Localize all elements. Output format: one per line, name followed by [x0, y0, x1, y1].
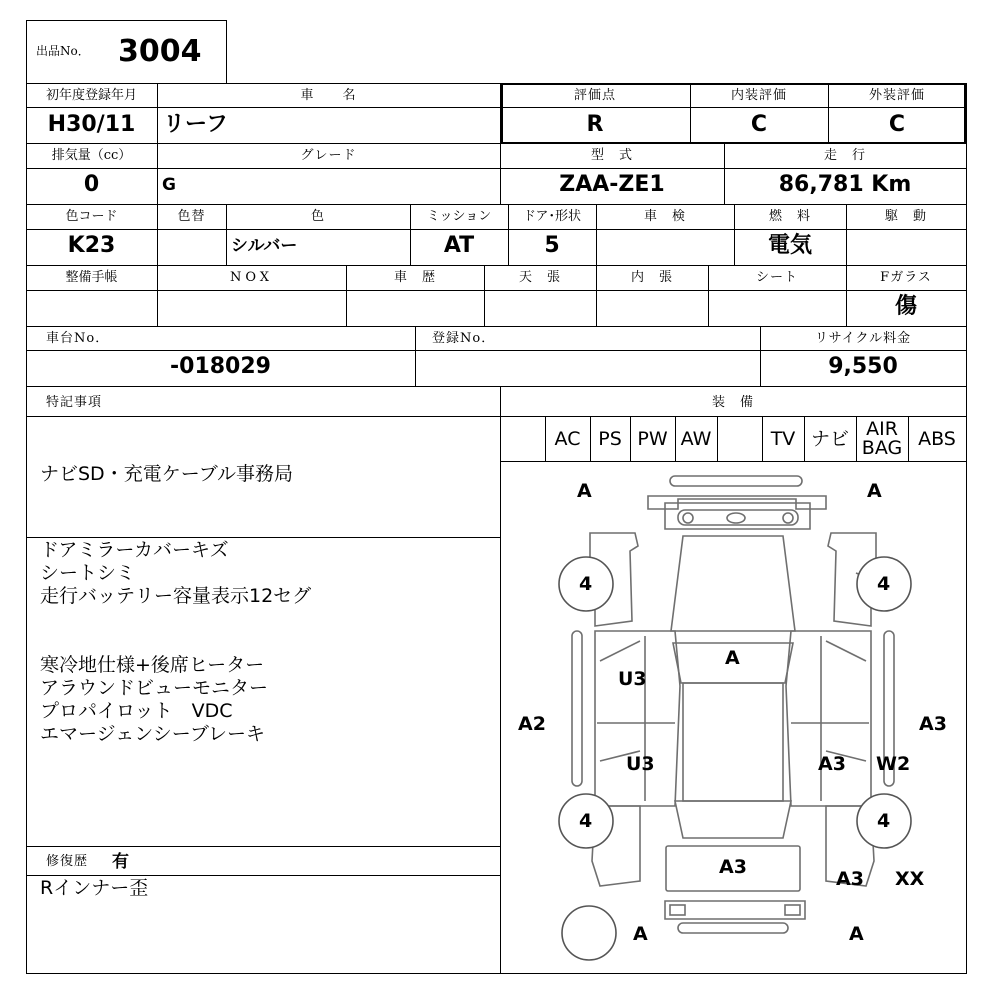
color-code-label: 色コード [65, 209, 118, 224]
equipment-ps: PS [598, 428, 622, 450]
reg-date-value: H30/11 [47, 112, 136, 137]
equipment-pw: PW [637, 428, 668, 450]
damage-door-rear-left: U3 [626, 753, 655, 775]
score-label: 評価点 [573, 88, 616, 103]
interior-grade-value: C [750, 112, 768, 137]
car-diagram [500, 461, 966, 973]
reg-date-label: 初年度登録年月 [45, 88, 137, 103]
damage-front-right: A [867, 480, 882, 502]
damage-front-left: A [577, 480, 592, 502]
color-code-value: K23 [67, 233, 116, 258]
repair-history-value: 有 [112, 852, 129, 872]
equipment-blank-1 [500, 418, 545, 460]
drive-label: 駆 動 [884, 209, 927, 224]
nox-label: NOX [229, 270, 274, 285]
damage-left-side: A2 [518, 713, 546, 735]
lot-number: 3004 [118, 34, 202, 69]
mileage-value: 86,781 Km [778, 172, 912, 197]
damage-rear-xx: XX [895, 868, 925, 890]
damage-tire-fl: 4 [579, 573, 593, 595]
equipment-abs: ABS [918, 428, 956, 450]
chassis-no-value: -018029 [170, 354, 271, 379]
damage-tire-rr: 4 [877, 810, 891, 832]
equipment-airbag: AIR BAG [861, 418, 903, 459]
roof-lining-label: 天 張 [518, 270, 561, 285]
mileage-label: 走 行 [823, 148, 866, 163]
color-label: 色 [310, 209, 325, 224]
damage-tire-fr: 4 [877, 573, 891, 595]
damage-rear-left: A [633, 923, 648, 945]
diagram-rear-bumper [665, 901, 805, 919]
front-glass-value: 傷 [894, 294, 917, 319]
notes-text-1: ナビSD・充電ケーブル事務局 [40, 463, 293, 485]
registration-no-label: 登録No． [432, 331, 496, 346]
exterior-grade-label: 外装評価 [868, 88, 925, 103]
front-glass-label: Fガラス [880, 270, 932, 285]
diagram-left-sill [572, 631, 582, 786]
spare-tire [562, 906, 616, 960]
car-name-label: 車 名 [300, 88, 357, 103]
car-name-value: リーフ [163, 112, 228, 137]
damage-rear-right: A [849, 923, 864, 945]
equipment-aw: AW [680, 428, 712, 450]
damage-trunk: A3 [719, 856, 747, 878]
car-history-label: 車 歴 [393, 270, 436, 285]
displacement-value: 0 [83, 172, 100, 197]
inspection-label: 車 検 [643, 209, 686, 224]
color-value: シルバー [231, 236, 298, 256]
notes-label: 特記事項 [46, 395, 103, 410]
grade-value: G [162, 175, 176, 195]
exterior-grade-value: C [888, 112, 906, 137]
grade-label: グレード [300, 148, 357, 163]
damage-right-rear: W2 [876, 753, 911, 775]
door-label: ドア･形状 [522, 209, 582, 224]
equipment-blank-2 [717, 418, 762, 460]
equipment-navi: ナビ [810, 428, 849, 450]
damage-door-rear-right: A3 [818, 753, 846, 775]
diagram-rear-window [675, 801, 791, 838]
diagram-roof [683, 683, 783, 801]
chassis-no-label: 車台No． [46, 331, 110, 346]
fuel-value: 電気 [767, 233, 812, 258]
lot-label: 出品No． [36, 44, 90, 58]
repair-text: Rインナー歪 [40, 877, 149, 899]
diagram-bonnet [671, 536, 795, 631]
mission-value: AT [443, 233, 475, 258]
model-value: ZAA-ZE1 [559, 172, 665, 197]
damage-right-side: A3 [919, 713, 947, 735]
recycle-fee-label: リサイクル料金 [814, 331, 912, 346]
damage-door-front-left: U3 [618, 668, 647, 690]
seat-label: シート [755, 270, 798, 285]
interior-lining-label: 内 張 [630, 270, 673, 285]
model-label: 型 式 [590, 148, 633, 163]
maintenance-book-label: 整備手帳 [65, 270, 118, 285]
damage-rear-fender: A3 [836, 868, 864, 890]
interior-grade-label: 内装評価 [730, 88, 787, 103]
repaint-label: 色替 [177, 209, 206, 224]
fuel-label: 燃 料 [768, 209, 811, 224]
equipment-tv: TV [770, 428, 796, 450]
diagram-front-bumper [670, 476, 802, 486]
damage-bonnet: A [725, 647, 740, 669]
mission-label: ミッション [426, 209, 492, 224]
equipment-ac: AC [554, 428, 581, 450]
damage-tire-rl: 4 [579, 810, 593, 832]
notes-text-2: ドアミラーカバーキズ シートシミ 走行バッテリー容量表示12セグ 寒冷地仕様+後席ヒーター アラウンドビューモニター プロパイロット VDC エマージェンシーブレーキ [40, 539, 312, 745]
score-value: R [586, 112, 604, 137]
equipment-label: 装 備 [711, 395, 754, 410]
displacement-label: 排気量（cc） [51, 148, 132, 163]
door-value: 5 [544, 233, 560, 258]
repair-history-label: 修復歴 [46, 854, 89, 869]
recycle-fee-value: 9,550 [828, 354, 898, 379]
